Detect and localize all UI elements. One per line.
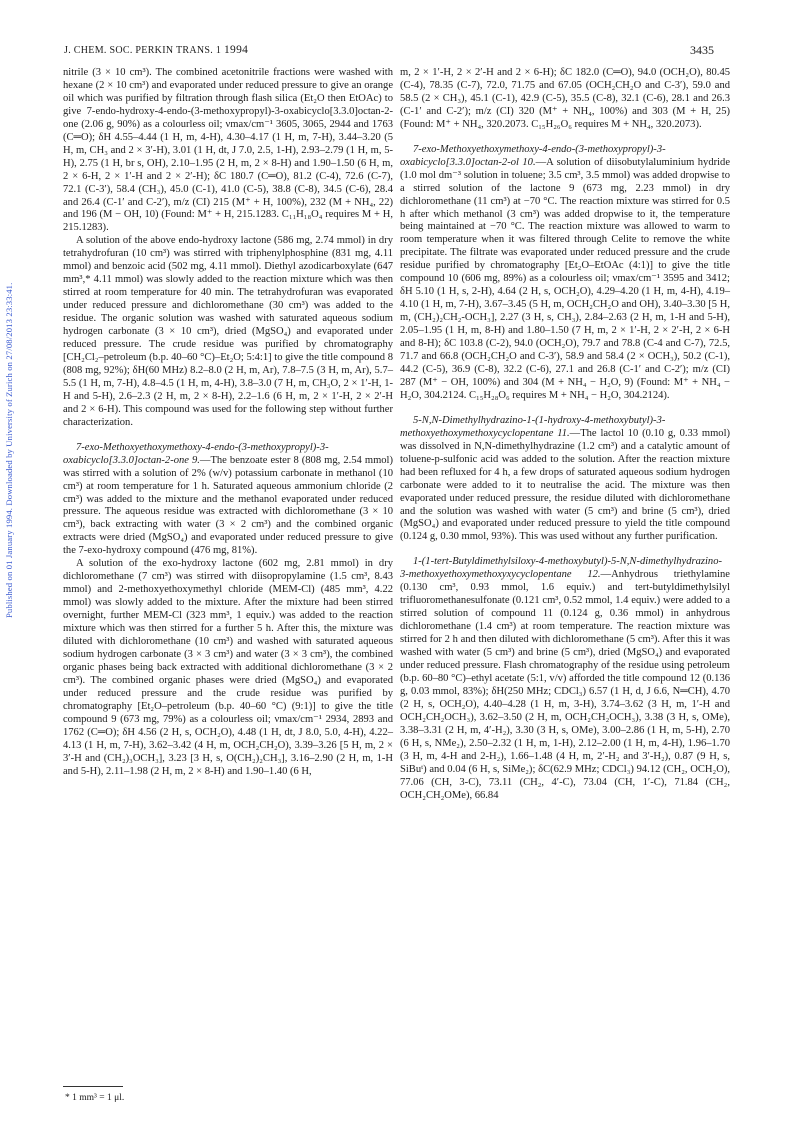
- paragraph-body: —The lactol 10 (0.10 g, 0.33 mmol) was dissolved in N,N-dimethylhydrazine (1.2 cm³) and a catalytic amount of toluene-p-sulfonic acid was added to the solution. After the reaction mixture had been refluxed for 4 h, a few drops of saturated aqueous sodium hydrogen carbonate were added to it to neutralise the acid. The mixture was then evaporated under reduced pressure, the residue diluted with dichloromethane and the solution was washed with water (5 cm³) and brine (5 cm³), dried (MgSO₄) and evaporated under reduced pressure to yield the title compound (0.124 g, 0.30 mmol, 93%). This was used without any further purification.: [400, 427, 731, 543]
- running-header: [64, 44, 248, 56]
- paragraph: nitrile (3 × 10 cm³). The combined acetonitrile fractions were washed with hexane (2 × 10 cm³) and evaporated under reduced pressure to give an orange oil which was purified by filtration through flash silica (Et₂O then EtOAc) to give 7-endo-hydroxy-4-endo-(3-methoxypropyl)-3-oxabicyclo[3.3.0]octan-2-one (2.06 g, 90%) as a colourless oil; νmax/cm⁻¹ 3605, 3065, 2944 and 1763 (C═O); δH 4.55–4.44 (1 H, m, 4-H), 4.30–4.17 (1 H, m, 7-H), 3.44–3.20 (5 H, m, CH₃ and 2 × 3′-H), 3.01 (1 H, dt, J 7.0, 2.5, 1-H), 2.93–2.79 (1 H, m, 5-H), 2.75 (1 H, br s, OH), 2.10–1.95 (2 H, m, 2 × 8-H) and 1.90–1.50 (6 H, m, 2 × 6-H, 2 × 1′-H and 2 × 2′-H); δC 180.7 (C═O), 81.2 (C-4), 72.6 (C-7), 72.1 (C-3′), 58.4 (CH₃), 45.0 (C-1), 41.0 (C-5), 38.8 (C-8), 34.5 (C-6), 28.4 and 26.4 (C-1′ and C-2′), m/z (CI) 215 (M⁺ + H, 100%), 232 (M + NH₄, 22) and 196 (M − OH, 10) (Found: M⁺ + H, 215.1283. C₁₁H₁₈O₄ requires M + H, 215.1283).: [63, 67, 393, 234]
- page-number: 3435: [690, 43, 714, 57]
- paragraph: [400, 556, 730, 802]
- compound-title: 5-N,N-Dimethylhydrazino-1-(1-hydroxy-4-methoxybutyl)-3-methoxyethoxymethoxycyclopentane 11.: [400, 414, 666, 439]
- journal-name: J. CHEM. SOC. PERKIN TRANS. 1: [64, 45, 222, 56]
- left-column: [63, 67, 393, 778]
- footnote: * 1 mm³ = 1 μl.: [65, 1093, 125, 1103]
- compound-title: 1-(1-tert-Butyldimethylsiloxy-4-methoxybutyl)-5-N,N-dimethylhydrazino-3-methoxyethoxymethoxyxycyclopentane 12.: [400, 556, 722, 581]
- paragraph-body: —A solution of diisobutylaluminium hydride (1.0 mol dm⁻³ solution in toluene; 3.5 cm³, 3.5 mmol) was added dropwise to a stirred solution of the lactone 9 (673 mg, 2.23 mmol) in dry dichloromethane (11 cm³) at −70 °C. The reaction mixture was stirred for 0.5 h after which methanol (3 cm³) was added dropwise to it, the temperature being maintained at −70 °C. The reaction mixture was allowed to warm to room temperature when it was filtered through Celite to remove the white precipitate. The filtrate was evaporated under reduced pressure and the crude residue purified by chromatography [Et₂O–EtOAc (4:1)] to give the title compound 10 (606 mg, 89%) as a colourless oil; νmax/cm⁻¹ 3595 and 3412; δH 5.10 (1 H, s, 2-H), 4.64 (2 H, s, OCH₂O), 4.29–4.20 (1 H, m, 4-H), 4.19–4.10 (1 H, m, 7-H), 3.67–3.45 (5 H, m, OCH₂CH₂O and OH), 3.40–3.30 [5 H, m, (CH₂)₂CH₂-OCH₃], 2.27 (3 H, s, CH₃), 2.84–2.63 (2 H, m, 1-H and 5-H), 2.05–1.95 (1 H, m, 8-H) and 1.80–1.50 (7 H, m, 2 × 1′-H, 2 × 2′-H, 2 × 6-H and 8-H); δC 103.8 (C-2), 94.0 (OCH₂O), 79.7 and 78.8 (C-4 and C-7), 72.5, 71.7 and 66.8 (OCH₂CH₂O and C-3′), 58.9 and 58.4 (2 × OCH₃), 50.2 (C-1), 44.2 (C-5), 36.9 (C-8), 32.2 (C-6), 27.1 and 26.8 (C-1′ and C-2′); m/z (CI) 287 (M⁺ − OH, 100%) and 304 (M + NH₄ − H₂O, 9) (Found: M⁺ + NH₄ − H₂O, 304.2124. C₁₅H₂₈O₆ requires M + NH₄ − H₂O, 304.2124).: [400, 156, 730, 401]
- paragraph: [400, 144, 730, 403]
- paragraph: [63, 442, 393, 559]
- paragraph: A solution of the above endo-hydroxy lactone (586 mg, 2.74 mmol) in dry tetrahydrofuran (10 cm³) was stirred with triphenylphosphine (831 mg, 4.11 mmol) and benzoic acid (502 mg, 4.11 mmol). Diethyl azodicarboxylate (647 mm³,* 4.11 mmol) was slowly added to the reaction mixture which was then stirred at room temperature for 40 min. The tetrahydrofuran was evaporated under reduced pressure and dichloromethane (30 cm³) was added to the residue. The organic solution was washed with saturated aqueous sodium hydrogen carbonate (3 × 10 cm³), dried (MgSO₄) and evaporated under reduced pressure. The crude residue was purified by chromatography [CH₂Cl₂–petroleum (b.p. 40–60 °C)–Et₂O; 5:4:1] to give the title compound 8 (808 mg, 92%); δH(60 MHz) 8.2–8.0 (2 H, m, Ar), 7.8–7.5 (3 H, m, Ar), 5.7–5.5 (1 H, m, 7-H), 4.8–4.5 (1 H, m, 4-H), 3.8–3.0 (7 H, m, CH₃O, 2 × 1′-H, 1-H and 5-H), 2.6–2.3 (2 H, m, 2 × 8-H), 2.2–1.6 (6 H, m, 2 × 1′-H, 2 × 2′-H and 2 × 6-H). This compound was used for the following step without further characterization.: [63, 235, 393, 428]
- paragraph: [400, 415, 730, 545]
- publication-watermark: Published on 01 January 1994. Downloaded by University of Zurich on 27/08/2013 23:33:41.: [4, 282, 14, 618]
- paragraph-body: —The benzoate ester 8 (808 mg, 2.54 mmol) was stirred with a solution of 2% (w/v) potassium carbonate in methanol (10 cm³) at room temperature for 1 h. Saturated aqueous ammonium chloride (2 cm³) was added to the mixture and the methanol evaporated under reduced pressure. The aqueous residue was extracted with dichloromethane (3 × 10 cm³), back extracting with water (3 × 2 cm³) and the combined organic extracts were dried (MgSO₄) and evaporated under reduced pressure to give the 7-exo-hydroxy compound (476 mg, 81%).: [63, 454, 393, 557]
- paragraph: m, 2 × 1′-H, 2 × 2′-H and 2 × 6-H); δC 182.0 (C═O), 94.0 (OCH₂O), 80.45 (C-4), 78.35 (C-7), 72.0, 71.75 and 67.05 (OCH₂CH₂O and C-3′), 59.0 and 58.5 (2 × CH₃), 45.1 (C-1), 42.9 (C-5), 35.5 (C-8), 32.1 (C-6), 28.1 and 26.3 (C-1′ and C-2′); m/z (CI) 320 (M⁺ + NH₄, 100%) and 303 (M + H, 25) (Found: M⁺ + NH₄, 320.2073. C₁₅H₂₆O₆ requires M + NH₄, 320.2073).: [400, 67, 730, 130]
- journal-year: 1994: [223, 44, 249, 56]
- right-column: [400, 67, 730, 802]
- compound-title: 7-exo-Methoxyethoxymethoxy-4-endo-(3-methoxypropyl)-3-oxabicyclo[3.3.0]octan-2-one 9.: [63, 441, 329, 466]
- compound-title: 7-exo-Methoxyethoxymethoxy-4-endo-(3-methoxypropyl)-3-oxabicyclo[3.3.0]octan-2-ol 10.: [400, 143, 666, 168]
- paragraph-body: —Anhydrous triethylamine (0.130 cm³, 0.93 mmol, 1.6 equiv.) and tert-butyldimethylsilyl trifluoromethanesulfonate (0.121 cm³, 0.52 mmol, 1.4 equiv.) were added to a stirred solution of compound 11 (0.124 g, 0.36 mmol) in anhydrous dichloromethane (1.4 cm³) at room temperature. The reaction mixture was stirred for 2 h and then diluted with dichloromethane (5 cm³). After this it was washed with water (5 cm³) and brine (5 cm³), dried (MgSO₄) and evaporated under reduced pressure. Flash chromatography of the residue using petroleum (b.p. 60–80 °C)–ethyl acetate (5:1, v/v) afforded the title compound 12 (0.136 g, 0.03 mmol, 83%); δH(250 MHz; CDCl₃) 6.57 (1 H, d, J 6.6, N═CH), 4.70 (2 H, s, OCH₂O), 4.40–4.28 (1 H, m, 3-H), 3.74–3.62 (3 H, m, 1′-H and OCH₂CH₂OCH₃), 3.62–3.50 (2 H, m, OCH₂CH₂OCH₃), 3.38 (3 H, s, OMe), 3.38–3.31 (2 H, m, 4′-H₂), 3.30 (3 H, s, OMe), 3.00–2.86 (1 H, m, 5-H), 2.70 (6 H, s, NMe₂), 2.50–2.32 (1 H, m, 1-H), 2.12–2.00 (1 H, m, 4-H), 1.96–1.70 (3 H, m, 4-H and 2-H₂), 1.66–1.48 (4 H, m, 2′-H₂ and 3′-H₂), 0.87 (9 H, s, SiBuᵗ) and 0.04 (6 H, s, SiMe₂); δC(62.9 MHz; CDCl₃) 94.12 (CH₂, OCH₂O), 77.06 (CH, 3-C), 73.11 (CH₂, 4′-C), 73.04 (CH, 1′-C), 71.84 (CH₂, OCH₂CH₂OMe), 66.84: [400, 569, 730, 801]
- paragraph: A solution of the exo-hydroxy lactone (602 mg, 2.81 mmol) in dry dichloromethane (7 cm³) was stirred with diisopropylamine (1.5 cm³, 8.43 mmol) and 2-methoxyethoxymethyl chloride (MEM-Cl) (485 mm³, 4.22 mmol) was slowly added to the mixture. After the mixture had been stirred overnight, further MEM-Cl (323 mm³, 1 equiv.) was added to the reaction mixture which was then stirred for a further 5 h. After this, the mixture was diluted with dichloromethane (10 cm³) and washed with saturated aqueous sodium hydrogen carbonate (3 × 3 cm³) and water (3 × 3 cm³), the combined organic phases being back extracted with additional dichloromethane (3 × 2 cm³). The combined organic phases were dried (MgSO₄) and evaporated under reduced pressure and the crude residue was purified by chromatography [Et₂O–petroleum (b.p. 40–60 °C) (9:1)] to give the title compound 9 (673 mg, 79%) as a colourless oil; νmax/cm⁻¹ 2934, 2893 and 1762 (C═O); δH 4.56 (2 H, s, OCH₂O), 4.48 (1 H, dt, J 8.0, 5.0, 4-H), 4.22–4.13 (1 H, m, 7-H), 3.62–3.42 (4 H, m, OCH₂CH₂O), 3.39–3.26 [5 H, m, 2 × 3′-H and (CH₂)₃OCH₃], 3.23 [3 H, s, O(CH₂)₂CH₃], 3.16–2.90 (2 H, m, 1-H and 5-H), 2.11–1.98 (2 H, m, 2 × 8-H) and 1.90–1.40 (6 H,: [63, 558, 393, 777]
- footnote-divider: [63, 1086, 123, 1087]
